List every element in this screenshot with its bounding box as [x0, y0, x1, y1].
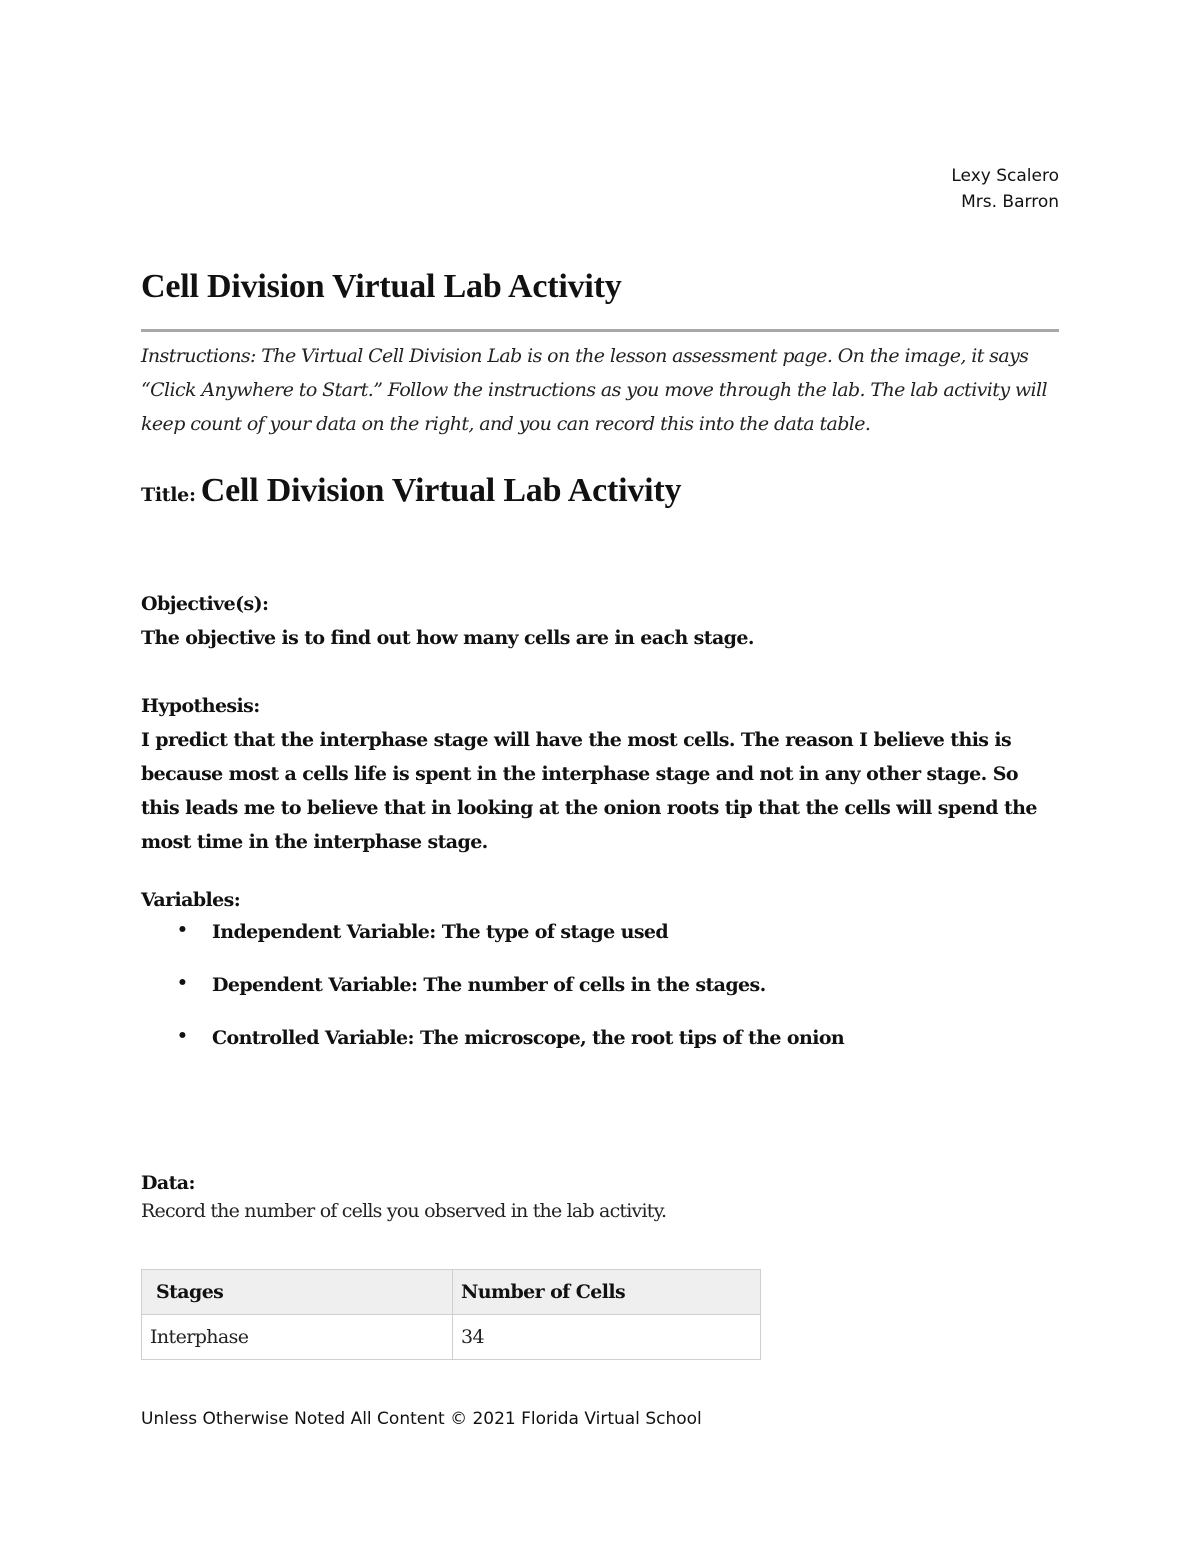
bullet-icon: •	[177, 1026, 188, 1046]
variables-heading: Variables:	[141, 889, 241, 911]
list-item	[141, 1023, 1061, 1076]
title-label: Title:	[141, 484, 196, 506]
data-table	[141, 1269, 761, 1360]
table-cell-count[interactable]: 34	[453, 1315, 761, 1360]
variables-list	[141, 917, 1061, 1076]
student-name: Lexy Scalero	[951, 166, 1059, 186]
teacher-name: Mrs. Barron	[961, 192, 1059, 212]
objectives-text: The objective is to find out how many cells are in each stage.	[141, 627, 754, 649]
column-header-number-of-cells: Number of Cells	[453, 1270, 761, 1315]
bullet-icon: •	[177, 920, 188, 940]
table-header-row	[142, 1270, 761, 1315]
hypothesis-text: I predict that the interphase stage will have the most cells. The reason I believe this is because most a cells life is spent in the interphase stage and not in any other stage. So this leads me to believe that in looking at the onion roots tip that the cells will spend the most time in the interphase stage.	[141, 729, 1037, 853]
independent-variable: Independent Variable: The type of stage used	[212, 921, 669, 943]
hypothesis-section	[141, 689, 1061, 859]
instructions-text: Instructions: The Virtual Cell Division Lab is on the lesson assessment page. On the image, it says “Click Anywhere to Start.” Follow the instructions as you move through the lab. The lab activity will keep count of your data on the right, and you can record this into the data table.	[141, 345, 1047, 435]
title-divider	[141, 329, 1059, 332]
controlled-variable: Controlled Variable: The microscope, the root tips of the onion	[212, 1027, 845, 1049]
variables-section	[141, 883, 1061, 1076]
header-names	[951, 163, 1059, 215]
document-title: Cell Division Virtual Lab Activity	[141, 268, 622, 305]
title-line	[141, 472, 681, 510]
table-row	[142, 1315, 761, 1360]
column-header-stages: Stages	[142, 1270, 453, 1315]
objectives-section	[141, 587, 1061, 655]
hypothesis-heading: Hypothesis:	[141, 695, 260, 717]
list-item	[141, 917, 1061, 970]
table-cell-stage[interactable]: Interphase	[142, 1315, 453, 1360]
title-value: Cell Division Virtual Lab Activity	[200, 472, 682, 509]
bullet-icon: •	[177, 973, 188, 993]
data-intro: Record the number of cells you observed in the lab activity.	[141, 1200, 667, 1222]
list-item	[141, 970, 1061, 1023]
data-heading: Data:	[141, 1172, 195, 1194]
dependent-variable: Dependent Variable: The number of cells in the stages.	[212, 974, 766, 996]
data-section	[141, 1166, 1061, 1200]
objectives-heading: Objective(s):	[141, 593, 269, 615]
footer-copyright: Unless Otherwise Noted All Content © 2021 Florida Virtual School	[141, 1409, 702, 1429]
